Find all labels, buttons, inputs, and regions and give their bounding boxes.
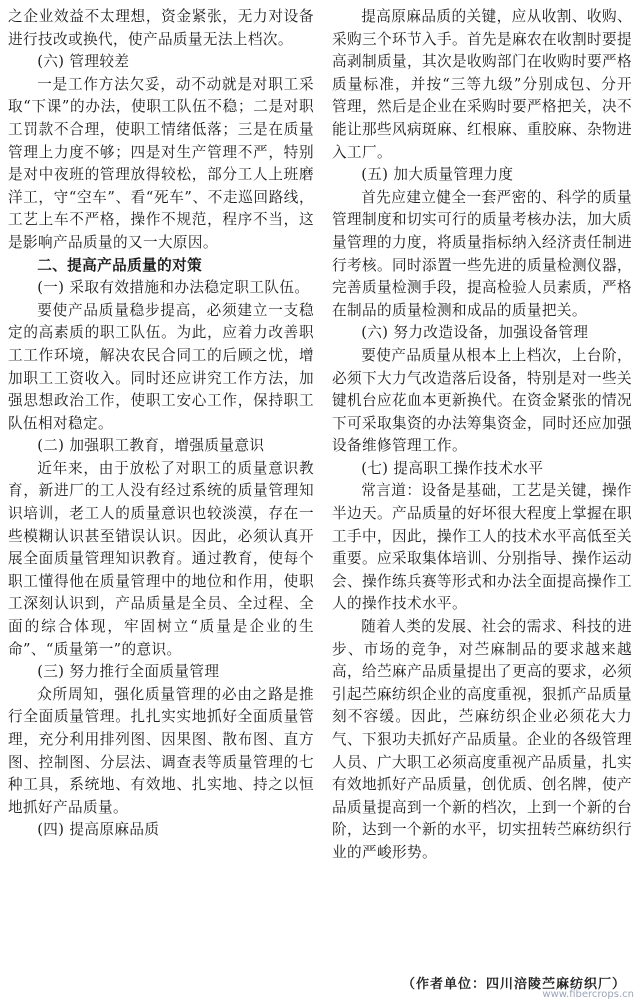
section-heading: (一) 采取有效措施和办法稳定职工队伍。 <box>37 279 310 297</box>
section-heading: (二) 加强职工教育，增强质量意识 <box>37 437 265 455</box>
section-heading: (三) 努力推行全面质量管理 <box>37 663 220 681</box>
paragraph: 之企业效益不太理想，资金紧张，无力对设备进行技改或换代，使产品质量无法上档次。 <box>8 8 314 48</box>
author-affiliation: （作者单位：四川涪陵苎麻纺织厂） <box>401 977 626 992</box>
section-heading: (五) 加大质量管理力度 <box>361 166 514 184</box>
right-column <box>320 6 632 1000</box>
section-heading: 二、提高产品质量的对策 <box>37 256 203 274</box>
paragraph: 要使产品质量从根本上上档次，上台阶，必须下大力气改造落后设备，特别是对一些关键机台应花血本更新换代。在资金紧张的情况下可采取集资的办法筹集资金，同时还应加强设备维修管理工作。 <box>332 346 632 455</box>
paragraph: 众所周知，强化质量管理的必由之路是推行全面质量管理。扎扎实实地抓好全面质量管理，充分利用排列图、因果图、散布图、直方图、控制图、分层法、调查表等质量管理的七种工具，系统地、有效地、扎实地、持之以恒地抓好产品质量。 <box>8 685 314 816</box>
section-heading: (四) 提高原麻品质 <box>37 821 160 839</box>
watermark-text: www.fibercrops.cn <box>542 989 634 1000</box>
paragraph: 提高原麻品质的关键，应从收割、收购、采购三个环节入手。首先是麻农在收割时要提高剥制质量，其次是收购部门在收购时要严格质量标准，并按“三等九级”分别成包、分开管理，然后是企业在采购时要严格把关，决不能让那些风病斑麻、红根麻、重胶麻、杂物进入工厂。 <box>332 8 632 161</box>
paragraph: 近年来，由于放松了对职工的质量意识教育，新进厂的工人没有经过系统的质量管理知识培训，老工人的质量意识也较淡漠，存在一些模糊认识甚至错误认识。因此，必须认真开展全面质量管理知识教育。通过教育，使每个职工懂得他在质量管理中的地位和作用，使职工深刻认识到，产品质量是全员、全过程、全面的综合体现，牢固树立“质量是企业的生命”、“质量第一”的意识。 <box>8 459 314 658</box>
paragraph: 要使产品质量稳步提高，必须建立一支稳定的高素质的职工队伍。为此，应着力改善职工工作环境，解决农民合同工的后顾之忧，增加职工工资收入。同时还应讲究工作方法，加强思想政治工作，使职工安心工作，保持职工队伍相对稳定。 <box>8 301 314 432</box>
paragraph: 常言道：设备是基础，工艺是关键，操作半边天。产品质量的好坏很大程度上掌握在职工手中，因此，操作工人的技术水平高低至关重要。应采取集体培训、分别指导、操作运动会、操作练兵赛等形式和办法全面提高操作工人的操作技术水平。 <box>332 482 632 613</box>
paragraph: 首先应建立健全一套严密的、科学的质量管理制度和切实可行的质量考核办法，加大质量管理的力度，将质量指标纳入经济责任制进行考核。同时添置一些先进的质量检测仪器，完善质量检测手段，提高检验人员素质，严格在制品的质量检测和成品的质量把关。 <box>332 188 632 319</box>
left-column <box>8 6 320 1000</box>
paragraph: 随着人类的发展、社会的需求、科技的进步、市场的竞争，对苎麻制品的要求越来越高，给苎麻产品质量提出了更高的要求，必须引起苎麻纺织企业的高度重视，狠抓产品质量刻不容缓。因此，苎麻纺织企业必须花大力气、下狠功夫抓好产品质量。企业的各级管理人员、广大职工必须高度重视产品质量，扎实有效地抓好产品质量，创优质、创名牌，使产品质量提高到一个新的档次，上到一个新的台阶，达到一个新的水平，切实扭转苎麻纺织行业的严峻形势。 <box>332 618 632 861</box>
section-heading: (六) 管理较差 <box>37 53 130 71</box>
section-heading: (七) 提高职工操作技术水平 <box>361 459 544 477</box>
section-heading: (六) 努力改造设备，加强设备管理 <box>361 324 589 342</box>
paragraph: 一是工作方法欠妥，动不动就是对职工采取“下课”的办法，使职工队伍不稳；二是对职工罚款不合理，使职工情绪低落；三是在质量管理上力度不够；四是对生产管理不严，特别是对中夜班的管理放得较松，部分工人上班磨洋工，守“空车”、看“死车”、不走巡回路线，工艺上车不严格，操作不规范，程序不当，这是影响产品质量的又一大原因。 <box>8 75 314 251</box>
